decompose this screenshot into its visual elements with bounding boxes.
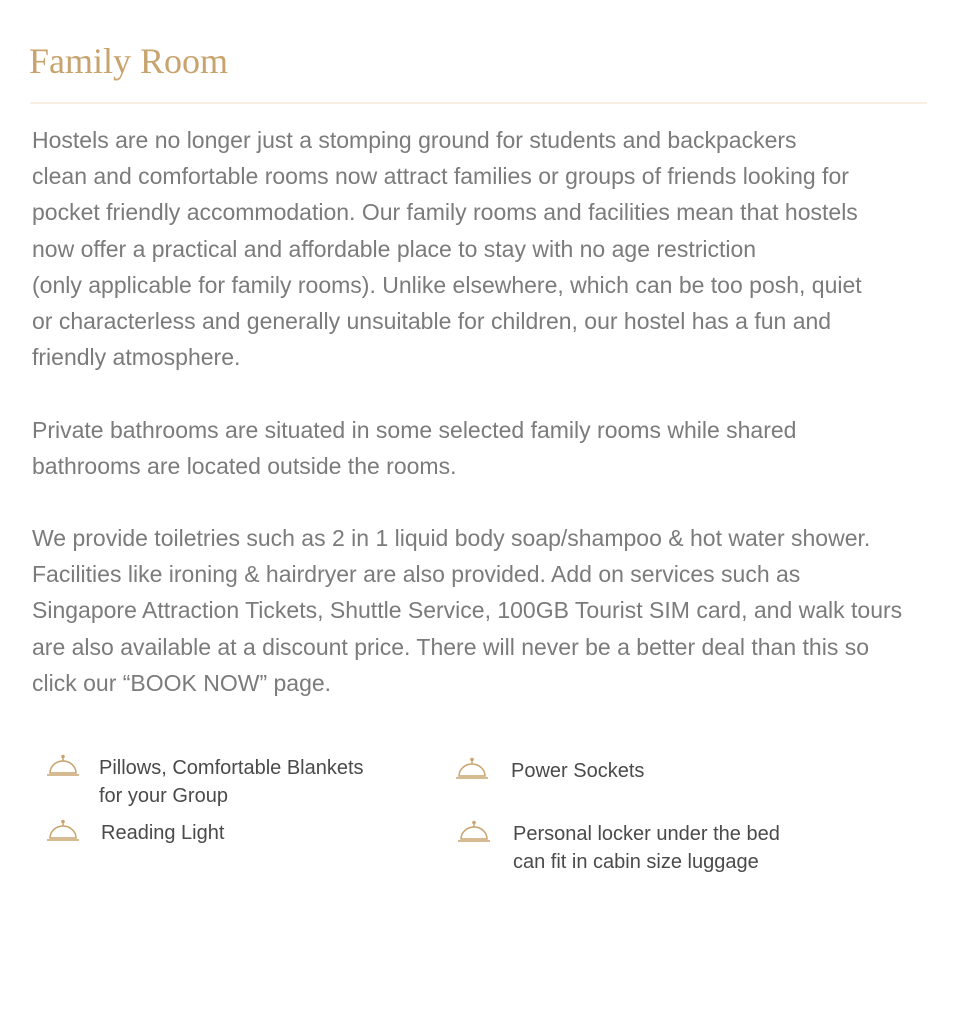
text-line: We provide toiletries such as 2 in 1 liquid body soap/shampoo & hot water shower. xyxy=(32,525,871,551)
amenity-label-line: Personal locker under the bed xyxy=(513,823,780,845)
text-line: bathrooms are located outside the rooms. xyxy=(32,453,457,480)
service-bell-icon xyxy=(457,820,491,846)
description-paragraph-3 xyxy=(32,520,952,701)
amenity-label-line: can fit in cabin size luggage xyxy=(513,851,759,873)
amenity-label xyxy=(101,819,224,847)
text-line: are also available at a discount price. There will never be a better deal than this so xyxy=(32,633,870,660)
text-line: Hostels are no longer just a stomping ground for students and backpackers xyxy=(32,127,797,153)
page-title: Family Room xyxy=(29,41,229,81)
text-line: (only applicable for family rooms). Unlike elsewhere, which can be too posh, quiet xyxy=(32,271,862,298)
amenity-label xyxy=(511,757,644,785)
text-line: Facilities like ironing & hairdryer are also provided. Add on services such as xyxy=(32,561,801,588)
description-paragraph-1 xyxy=(32,122,952,375)
text-line: pocket friendly accommodation. Our family rooms and facilities mean that hostels xyxy=(32,199,858,226)
text-line: clean and comfortable rooms now attract families or groups of friends looking for xyxy=(32,163,849,190)
text-line: Private bathrooms are situated in some selected family rooms while shared xyxy=(32,417,797,443)
amenity-label-line: for your Group xyxy=(99,785,228,807)
amenity-label-line: Reading Light xyxy=(101,822,225,844)
service-bell-icon xyxy=(455,757,489,783)
text-line: click our “BOOK NOW” page. xyxy=(32,669,332,696)
text-line: Singapore Attraction Tickets, Shuttle Service, 100GB Tourist SIM card, and walk tours xyxy=(32,597,903,624)
title-divider xyxy=(30,102,927,104)
service-bell-icon xyxy=(46,819,80,845)
amenity-label xyxy=(513,820,780,876)
text-line: now offer a practical and affordable place to stay with no age restriction xyxy=(32,235,757,262)
amenity-label-line: Pillows, Comfortable Blankets xyxy=(99,757,364,779)
text-line: or characterless and generally unsuitable for children, our hostel has a fun and xyxy=(32,308,832,335)
amenity-label-line: Power Sockets xyxy=(511,760,645,782)
description-paragraph-2 xyxy=(32,412,952,484)
service-bell-icon xyxy=(46,754,80,780)
text-line: friendly atmosphere. xyxy=(32,344,241,371)
amenity-label xyxy=(99,754,364,810)
